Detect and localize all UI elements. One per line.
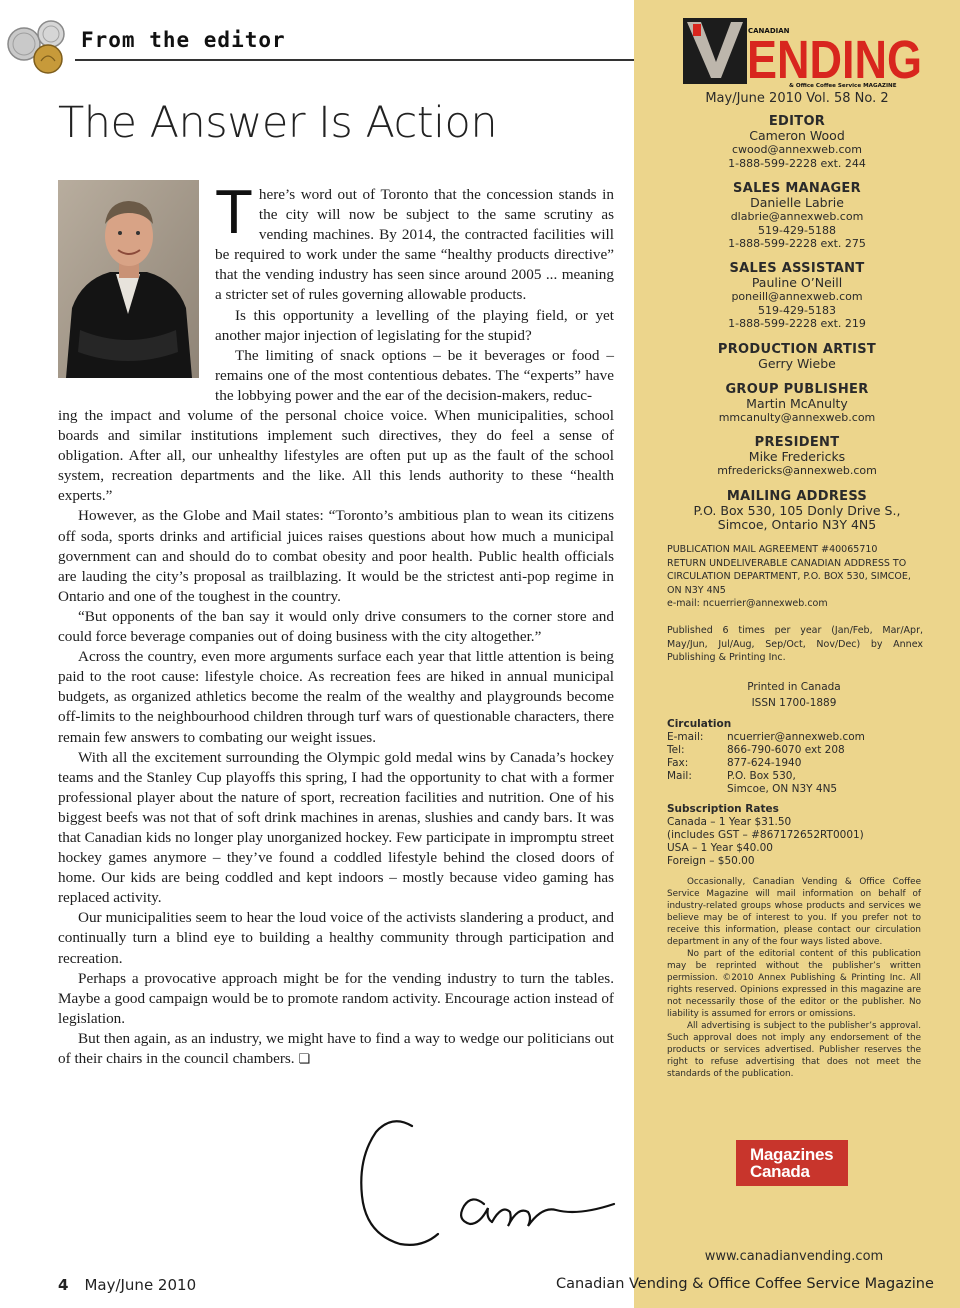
printing-info: Printed in Canada ISSN 1700-1889 — [747, 681, 841, 709]
article-paragraph: Across the country, even more arguments surface each year that little attention is being paid to the root cause: lifestyle choice. As recreation fees are hiked in annual municipal budgets, as organized athletics become the realm of the wealthy and playgrounds become off-limits to the neighbourhood children through turf wars of questionable characters, there remain few answers to combating our weight issues. — [58, 648, 614, 746]
postal-agreement: PUBLICATION MAIL AGREEMENT #40065710 RETURN UNDELIVERABLE CANADIAN ADDRESS TO CIRCULATION DEPARTMENT, P.O. BOX 530, SIMCOE, ON N3Y 4N5 e-mail: ncuerrier@annexweb.com — [667, 544, 911, 609]
end-mark-icon: ❏ — [298, 1052, 311, 1067]
staff-editor: EDITOR Cameron Wood cwood@annexweb.com 1-888-599-2228 ext. 244 — [728, 114, 866, 170]
staff-sales-assistant: SALES ASSISTANT Pauline O’Neill poneill@annexweb.com 519-429-5183 1-888-599-2228 ext. 219 — [728, 261, 866, 330]
circulation-block: Circulation E-mail: ncuerrier@annexweb.com Tel: 866-790-6070 ext 208 Fax: 877-624-1940 Mail: P.O. Box 530, Simcoe, ON N3Y 4N5 — [667, 718, 923, 796]
staff-sales-manager: SALES MANAGER Danielle Labrie dlabrie@annexweb.com 519-429-5188 1-888-599-2228 ext. 275 — [728, 181, 866, 250]
drop-cap: T — [215, 178, 253, 247]
section-label: From the editor — [81, 28, 286, 52]
website-link[interactable]: www.canadianvending.com — [704, 1249, 884, 1264]
staff-production-artist: PRODUCTION ARTIST Gerry Wiebe — [717, 342, 877, 371]
article-paragraph: ing the impact and volume of the personal choice voice. When municipalities, school boards and similar institutions implement such directives, they do feel a sense of obligation. After all, our unhealthy lifestyles are often put up as the fault of the school system, recreation departments and the like. All this lends authority to these “health experts.” — [58, 407, 614, 505]
author-photo — [58, 180, 199, 378]
footer-publication: Canadian Vending & Office Coffee Service Magazine — [556, 1276, 934, 1292]
logo-large-text: ENDING — [747, 30, 922, 90]
magazines-canada-logo: Magazines Canada — [736, 1140, 848, 1186]
article-paragraph: However, as the Globe and Mail states: “Toronto’s ambitious plan to wean its citizens off soda, sports drinks and artificial juices raises questions about how much a municipal government can and should do to combat obesity and poor health. Public health officials are lauding the city’s proposal as trailblazing. It would be the strictest anti-pop regime in Ontario and one of the toughest in the country. — [58, 507, 614, 605]
article-paragraph: But then again, as an industry, we might have to find a way to wedge our politicians out of their chairs in the council chambers. ❏ — [58, 1029, 614, 1067]
circulation-row: E-mail: ncuerrier@annexweb.com — [667, 731, 865, 743]
disclaimer: Occasionally, Canadian Vending & Office Coffee Service Magazine will mail information on behalf of industry-related groups whose products and services we believe may be of interest to you. If you prefer not to receive this information, please contact our circulation department in any of the four ways listed above. No part of the editorial content of this publication may be reprinted without the publisher’s written permission. ©2010 Annex Publishing & Printing Inc. All rights reserved. Opinions expressed in this magazine are not necessarily those of the editor or the publisher. No liability is assumed for errors or omissions. All advertising is subject to the publisher’s approval. Such approval does not imply any endorsement of the products or services advertised. Publisher reserves the right to refuse advertising that does not meet the standards of the publication. — [667, 877, 921, 1079]
article-body-top — [215, 178, 614, 406]
article-paragraph: Perhaps a provocative approach might be for the vending industry to turn the tables. Maybe a good campaign would be to promote random activity. Encourage action instead of legislation. — [58, 969, 614, 1027]
article-paragraph: The limiting of snack options – be it beverages or food – remains one of the most contentious debates. The “experts” have the lobbying power and the ear of the decision-makers, reduc- — [215, 346, 614, 404]
circulation-row: Tel: 866-790-6070 ext 208 — [667, 744, 845, 756]
vending-logo — [681, 16, 925, 90]
editor-signature — [352, 1108, 628, 1256]
logo-small-text: CANADIAN — [748, 27, 790, 35]
article-paragraph: There’s word out of Toronto that the concession stands in the city will now be subject to the same scrutiny as vending machines. By 2014, the contracted facilities will be required to work under the same “healthy products directive” that the vending industry has seen since around 2005 ... meaning a stricter set of rules governing allowable products. — [215, 178, 614, 304]
article-title: The Answer Is Action — [58, 98, 498, 148]
subscription-block: Subscription Rates Canada – 1 Year $31.50 (includes GST – #867172652RT0001) USA – 1 Year $40.00 Foreign – $50.00 — [667, 803, 864, 867]
circulation-row: Simcoe, ON N3Y 4N5 — [727, 783, 838, 795]
article-paragraph: “But opponents of the ban say it would only drive consumers to the corner store and could force beverage companies out of doing business with the city altogether.” — [58, 607, 614, 646]
logo-tagline: & Office Coffee Service MAGAZINE — [789, 83, 897, 89]
article-body — [58, 406, 614, 1070]
article-paragraph: With all the excitement surrounding the Olympic gold medal wins by Canada’s hockey teams and the Stanley Cup playoffs this spring, I had the opportunity to chat with a former professional player about the nature of sport, recreation facilities and nutrition. One of his biggest beefs was not that of soft drink machines in arenas, slushies and candy bars. It was that Canadian kids no longer play unorganized hockey. Few participate in impromptu street hockey games anymore – they’ve found a coddled lifestyle behind the closed doors of home. Our kids are being coddled and kept indoors – mostly because video gaming has replaced activity. — [58, 748, 614, 907]
footer-left — [58, 1276, 196, 1294]
page-number: 4 — [58, 1276, 69, 1294]
publication-frequency: Published 6 times per year (Jan/Feb, Mar/Apr, May/Jun, Jul/Aug, Sep/Oct, Nov/Dec) by Annex Publishing & Printing Inc. — [667, 625, 923, 663]
header-divider — [75, 59, 634, 61]
issue-line: May/June 2010 Vol. 58 No. 2 — [705, 91, 889, 106]
staff-president: PRESIDENT Mike Fredericks mfredericks@annexweb.com — [717, 435, 877, 477]
coins-icon — [4, 14, 72, 76]
staff-group-publisher: GROUP PUBLISHER Martin McAnulty mmcanulty@annexweb.com — [718, 382, 876, 424]
article-paragraph: Is this opportunity a levelling of the playing field, or yet another major injection of legislating for the stupid? — [215, 306, 614, 344]
circulation-row: Mail: P.O. Box 530, — [667, 770, 796, 782]
article-paragraph: Our municipalities seem to hear the loud voice of the activists slandering a product, and continually turn a blind eye to building a healthy community through participation and recreation. — [58, 909, 614, 967]
footer-issue: May/June 2010 — [84, 1276, 197, 1294]
mailing-address: MAILING ADDRESS P.O. Box 530, 105 Donly Drive S., Simcoe, Ontario N3Y 4N5 — [693, 489, 901, 532]
circulation-row: Fax: 877-624-1940 — [667, 757, 802, 769]
